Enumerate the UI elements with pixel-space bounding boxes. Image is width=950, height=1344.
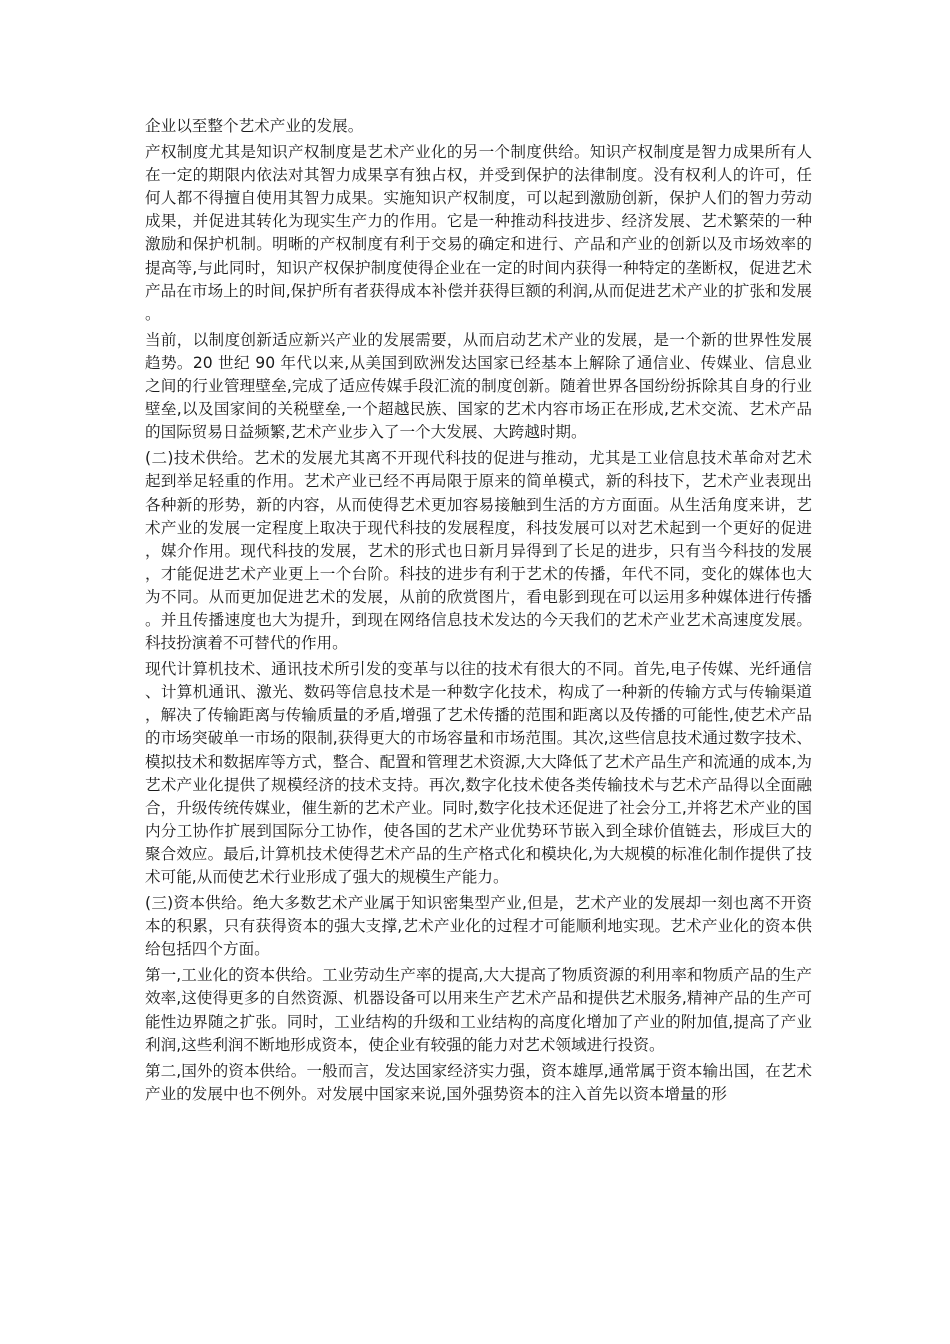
paragraph-8: 第二,国外的资本供给。一般而言，发达国家经济实力强，资本雄厚,通常属于资本输出国，在艺术产业的发展中也不例外。对发展中国家来说,国外强势资本的注入首先以资本增量的形	[145, 1061, 812, 1103]
paragraph-6: (三)资本供给。绝大多数艺术产业属于知识密集型产业,但是，艺术产业的发展却一刻也离不开资本的积累，只有获得资本的强大支撑,艺术产业化的过程才可能顺利地实现。艺术产业化的资本供给包括四个方面。	[145, 894, 812, 959]
paragraph-2: 产权制度尤其是知识产权制度是艺术产业化的另一个制度供给。知识产权制度是智力成果所有人在一定的期限内依法对其智力成果享有独占权，并受到保护的法律制度。没有权利人的许可，任何人都不得擅自使用其智力成果。实施知识产权制度，可以起到激励创新，保护人们的智力劳动成果，并促进其转化为现实生产力的作用。它是一种推动科技进步、经济发展、艺术繁荣的一种激励和保护机制。明晰的产权制度有利于交易的确定和进行、产品和产业的创新以及市场效率的提高等,与此同时，知识产权保护制度使得企业在一定的时间内获得一种特定的垄断权，促进艺术产品在市场上的时间,保护所有者获得成本补偿并获得巨额的利润,从而促进艺术产业的扩张和发展。	[145, 143, 812, 323]
paragraph-1: 企业以至整个艺术产业的发展。	[145, 117, 364, 135]
paragraph-5: 现代计算机技术、通讯技术所引发的变革与以往的技术有很大的不同。首先,电子传媒、光纤通信、计算机通讯、激光、数码等信息技术是一种数字化技术，构成了一种新的传输方式与传输渠道，解决了传输距离与传输质量的矛盾,增强了艺术传播的范围和距离以及传播的可能性,使艺术产品的市场突破单一市场的限制,获得更大的市场容量和市场范围。其次,这些信息技术通过数字技术、模拟技术和数据库等方式，整合、配置和管理艺术资源,大大降低了艺术产品生产和流通的成本,为艺术产业化提供了规模经济的技术支持。再次,数字化技术使各类传输技术与艺术产品得以全面融合，升级传统传媒业，催生新的艺术产业。同时,数字化技术还促进了社会分工,并将艺术产业的国内分工协作扩展到国际分工协作，使各国的艺术产业优势环节嵌入到全球价值链去，形成巨大的聚合效应。最后,计算机技术使得艺术产品的生产格式化和模块化,为大规模的标准化制作提供了技术可能,从而使艺术行业形成了强大的规模生产能力。	[145, 660, 812, 886]
paragraph-3: 当前，以制度创新适应新兴产业的发展需要，从而启动艺术产业的发展，是一个新的世界性发展趋势。20 世纪 90 年代以来,从美国到欧洲发达国家已经基本上解除了通信业、传媒业、信息业之间的行业管理壁垒,完成了适应传媒手段汇流的制度创新。随着世界各国纷纷拆除其自身的行业壁垒,以及国家间的关税壁垒,一个超越民族、国家的艺术内容市场正在形成,艺术交流、艺术产品的国际贸易日益频繁,艺术产业步入了一个大发展、大跨越时期。	[145, 330, 812, 442]
paragraph-7: 第一,工业化的资本供给。工业劳动生产率的提高,大大提高了物质资源的利用率和物质产品的生产效率,这使得更多的自然资源、机器设备可以用来生产艺术产品和提供艺术服务,精神产品的生产可能性边界随之扩张。同时，工业结构的升级和工业结构的高度化增加了产业的附加值,提高了产业利润,这些利润不断地形成资本，使企业有较强的能力对艺术领域进行投资。	[145, 966, 812, 1054]
document-body	[145, 115, 812, 1109]
paragraph-4: (二)技术供给。艺术的发展尤其离不开现代科技的促进与推动，尤其是工业信息技术革命对艺术起到举足轻重的作用。艺术产业已经不再局限于原来的简单模式，新的科技下，艺术产业表现出各种新的形势，新的内容，从而使得艺术更加容易接触到生活的方方面面。从生活角度来讲，艺术产业的发展一定程度上取决于现代科技的发展程度，科技发展可以对艺术起到一个更好的促进，媒介作用。现代科技的发展，艺术的形式也日新月异得到了长足的进步，只有当今科技的发展，才能促进艺术产业更上一个台阶。科技的进步有利于艺术的传播，年代不同，变化的媒体也大为不同。从而更加促进艺术的发展，从前的欣赏图片，看电影到现在可以运用多种媒体进行传播。并且传播速度也大为提升，到现在网络信息技术发达的今天我们的艺术产业艺术高速度发展。科技扮演着不可替代的作用。	[145, 449, 812, 653]
